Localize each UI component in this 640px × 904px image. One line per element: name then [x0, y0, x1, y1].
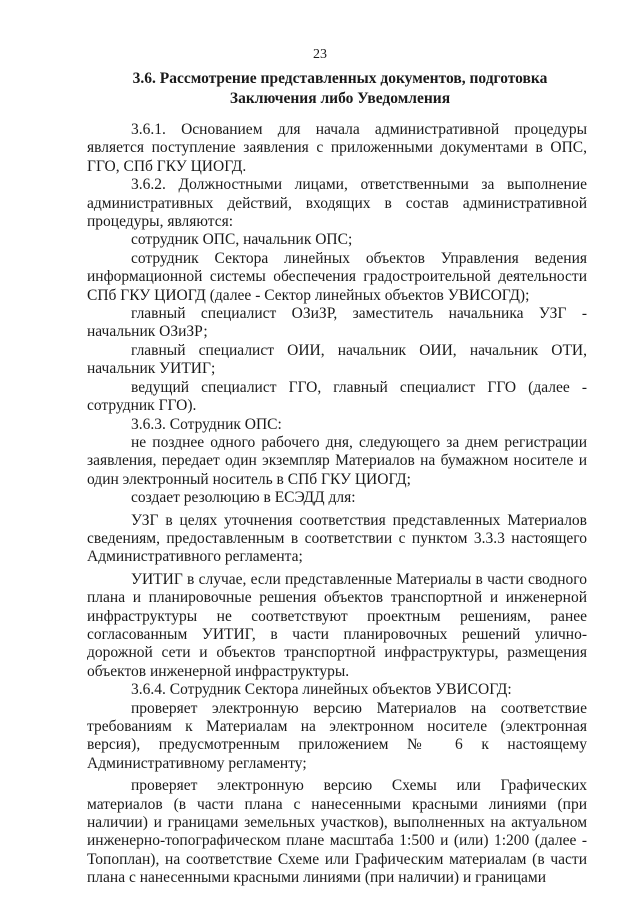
list-item-ozizr-staff: главный специалист ОЗиЗР, заместитель начальника УЗГ - начальник ОЗиЗР;	[87, 305, 587, 341]
list-item-transfer-materials: не позднее одного рабочего дня, следующего за днем регистрации заявления, передает один экземпляр Материалов на бумажном носителе и один электронный носитель в СПб ГКУ ЦИОГД;	[87, 433, 587, 488]
list-item-oii-staff: главный специалист ОИИ, начальник ОИИ, начальник ОТИ, начальник УИТИГ;	[87, 341, 587, 378]
list-item-ops-staff: сотрудник ОПС, начальник ОПС;	[131, 231, 353, 249]
list-item-create-resolution: создает резолюцию в ЕСЭДД для:	[131, 489, 356, 507]
list-item-linear-objects-staff: сотрудник Сектора линейных объектов Управления ведения информационной системы обеспечения градостроительной деятельности СПб ГКУ ЦИОГД (далее - Сектор линейных объектов УВИСОГД);	[87, 249, 587, 304]
list-item-uitig: УИТИГ в случае, если представленные Материалы в части сводного плана и планировочные решения объектов транспортной и инженерной инфраструктуры не соответствуют проектным решениям, ранее согласованным УИТИГ, в части планировочных решений улично-дорожной сети и объектов транспортной инфраструктуры, размещения объектов инженерной инфраструктуры.	[87, 570, 587, 680]
paragraph-3-6-4: 3.6.4. Сотрудник Сектора линейных объектов УВИСОГД:	[131, 681, 512, 699]
page-number: 23	[313, 47, 327, 62]
paragraph-3-6-1: 3.6.1. Основанием для начала административной процедуры является поступление заявления с приложенными документами в ОПС, ГГО, СПб ГКУ ЦИОГД.	[87, 121, 587, 175]
section-heading-line-1: 3.6. Рассмотрение представленных документов, подготовка	[132, 70, 548, 87]
list-item-uzg: УЗГ в целях уточнения соответствия представленных Материалов сведениям, предоставленным в соответствии с пунктом 3.3.3 настоящего Административного регламента;	[87, 511, 587, 566]
list-item-check-scheme: проверяет электронную версию Схемы или Графических материалов (в части плана с нанесенными красными линиями (при наличии) и границами земельных участков), выполненных на актуальном инженерно-топографическом плане масштаба 1:500 и (или) 1:200 (далее - Топоплан), на соответствие Схеме или Графическим материалам (в части плана с нанесенными красными линиями (при наличии) и границами	[87, 777, 587, 887]
section-heading	[100, 69, 580, 109]
list-item-check-electronic-version: проверяет электронную версию Материалов на соответствие требованиям к Материалам на электронном носителе (электронная версия), предусмотренным приложением № 6 к настоящему Административному регламенту;	[87, 699, 587, 772]
document-body	[87, 121, 587, 888]
list-item-ggo-staff: ведущий специалист ГГО, главный специалист ГГО (далее - сотрудник ГГО).	[87, 378, 587, 415]
paragraph-3-6-3: 3.6.3. Сотрудник ОПС:	[131, 415, 282, 433]
paragraph-3-6-2: 3.6.2. Должностными лицами, ответственными за выполнение административных действий, входящих в состав административной процедуры, являются:	[87, 176, 587, 231]
section-heading-line-2: Заключения либо Уведомления	[229, 90, 451, 107]
